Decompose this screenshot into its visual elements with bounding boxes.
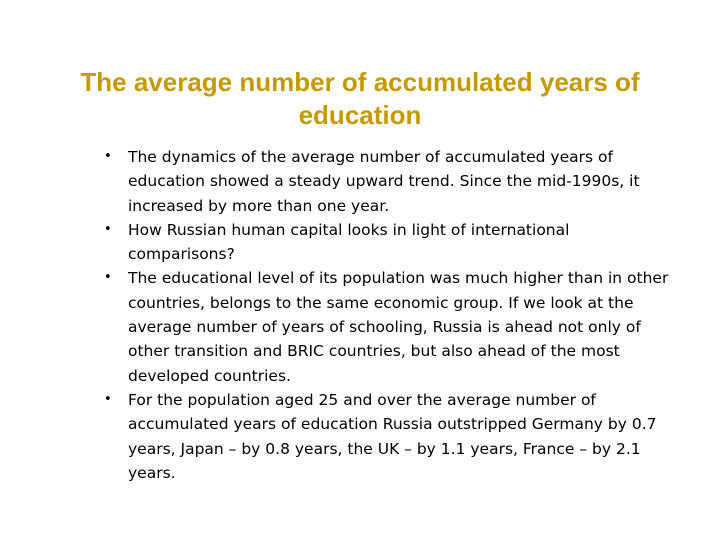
bullet-4-line-1: For the population aged 25 and over the average number of: [128, 390, 596, 409]
bullet-4-line-2: accumulated years of education Russia outstripped Germany by 0.7: [128, 415, 657, 434]
bullet-3-line-1: The educational level of its population was much higher than in other: [128, 269, 669, 288]
bullet-4-line-4: years.: [128, 463, 176, 482]
bullet-3-line-3: average number of years of schooling, Russia is ahead not only of: [128, 318, 641, 337]
bullet-dot-icon: •: [104, 149, 112, 164]
slide-title-line-2: education: [298, 100, 422, 130]
slide-title: [20, 66, 700, 132]
bullet-3-line-5: developed countries.: [128, 366, 291, 385]
bullet-item-2: [104, 218, 704, 267]
bullet-item-3: [104, 266, 704, 387]
bullet-list: [104, 145, 704, 485]
bullet-4-line-3: years, Japan – by 0.8 years, the UK – by 1.1 years, France – by 2.1: [128, 439, 641, 458]
slide-title-line-1: The average number of accumulated years of: [80, 67, 640, 97]
bullet-dot-icon: •: [104, 221, 112, 237]
bullet-3-line-4: other transition and BRIC countries, but also ahead of the most: [128, 342, 620, 361]
bullet-2-line-1: How Russian human capital looks in light of international: [128, 220, 570, 239]
bullet-dot-icon: •: [104, 270, 112, 286]
bullet-dot-icon: •: [104, 391, 112, 407]
bullet-3-line-2: countries, belongs to the same economic group. If we look at the: [128, 293, 634, 312]
bullet-1-line-3: increased by more than one year.: [128, 196, 390, 215]
bullet-1-line-1: The dynamics of the average number of accumulated years of: [128, 148, 613, 166]
bullet-item-4: [104, 388, 704, 485]
bullet-1-line-2: education showed a steady upward trend. Since the mid-1990s, it: [128, 172, 640, 191]
bullet-item-1: [104, 145, 704, 218]
bullet-2-line-2: comparisons?: [128, 245, 235, 264]
